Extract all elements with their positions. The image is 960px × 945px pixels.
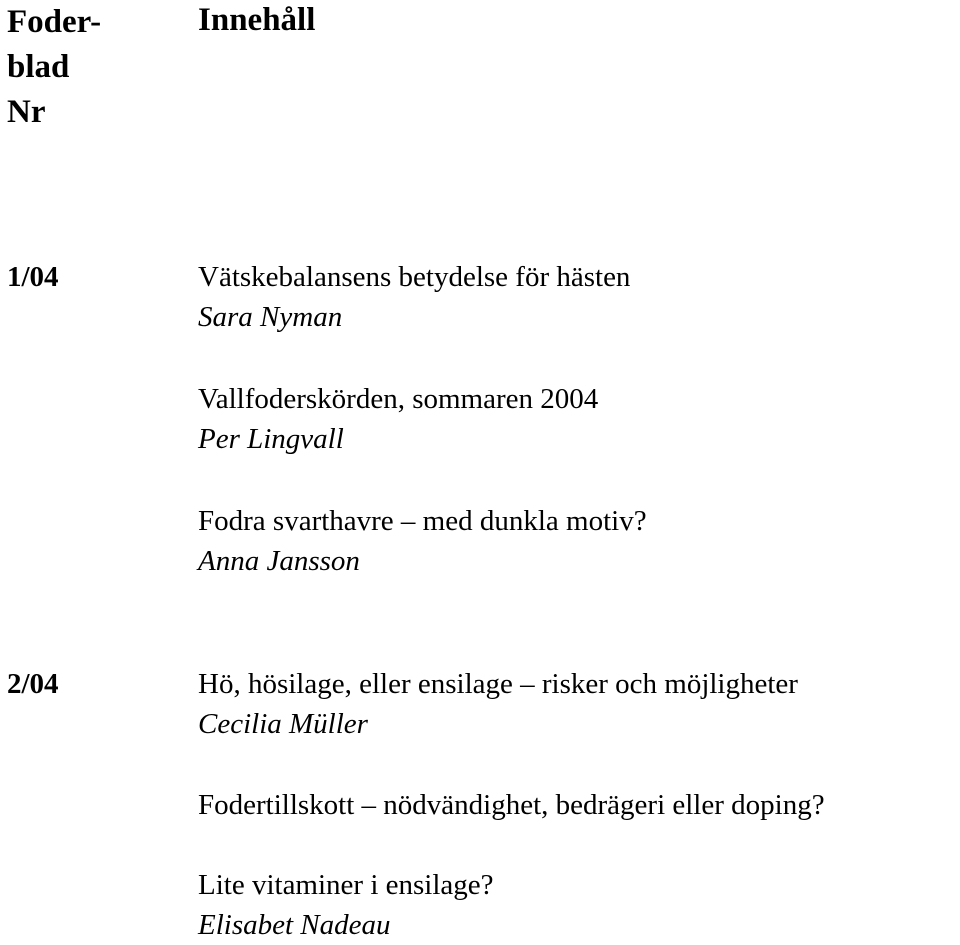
article-title: Lite vitaminer i ensilage? xyxy=(198,869,494,901)
issue-number: 1/04 xyxy=(7,261,59,293)
article-title: Fodra svarthavre – med dunkla motiv? xyxy=(198,505,647,537)
column-header-line: Nr xyxy=(7,94,46,130)
article-author: Elisabet Nadeau xyxy=(198,909,391,941)
article-entry xyxy=(198,379,958,459)
page-title: Innehåll xyxy=(198,2,316,38)
article-author: Per Lingvall xyxy=(198,423,344,455)
column-header-line: blad xyxy=(7,49,70,85)
article-entry xyxy=(198,257,958,337)
article-entry xyxy=(198,664,958,744)
issue-number: 2/04 xyxy=(7,668,59,700)
article-entry xyxy=(198,865,958,945)
article-entry xyxy=(198,785,958,825)
article-title: Vätskebalansens betydelse för hästen xyxy=(198,261,631,293)
article-title: Hö, hösilage, eller ensilage – risker och möjligheter xyxy=(198,668,798,700)
article-entry xyxy=(198,501,958,581)
column-header-line: Foder- xyxy=(7,4,102,40)
article-title: Vallfoderskörden, sommaren 2004 xyxy=(198,383,599,415)
article-author: Anna Jansson xyxy=(198,545,360,577)
article-author: Sara Nyman xyxy=(198,301,343,333)
article-author: Cecilia Müller xyxy=(198,708,368,740)
column-header-issue-number xyxy=(7,0,182,135)
article-title: Fodertillskott – nödvändighet, bedrägeri eller doping? xyxy=(198,789,825,821)
